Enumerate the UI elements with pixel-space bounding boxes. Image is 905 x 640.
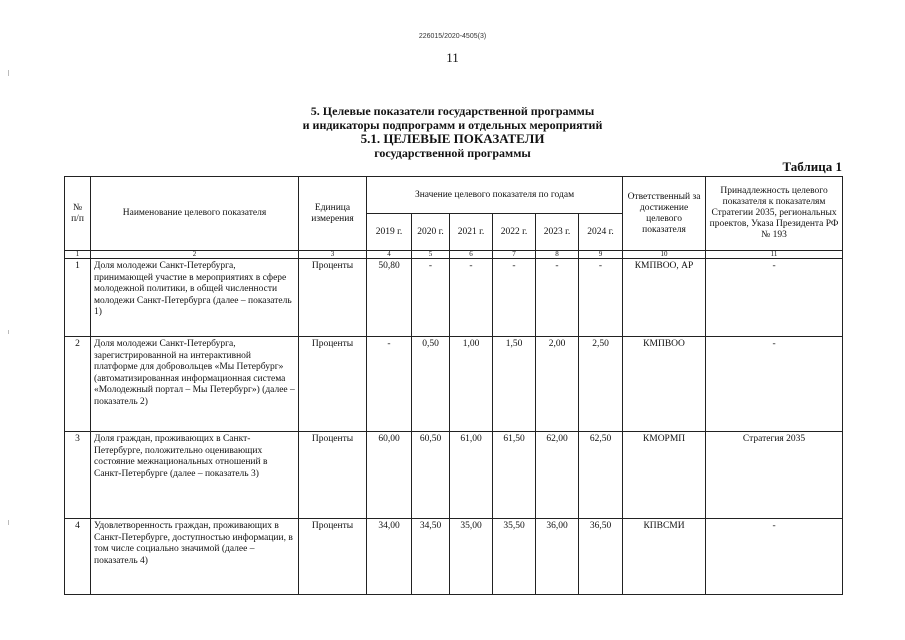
indicator-name: Удовлетворенность граждан, проживающих в Санкт-Петербурге, доступностью информации, в том числе социально значимой (далее – показатель 4) <box>91 519 299 595</box>
responsible-cell: КПВСМИ <box>623 519 706 595</box>
responsible-cell: КМПВОО <box>623 337 706 432</box>
header-responsible: Ответственный за достижение целевого показателя <box>623 177 706 251</box>
value-cell: - <box>536 259 579 337</box>
value-cell: 61,00 <box>450 432 493 519</box>
column-number: 11 <box>706 251 843 259</box>
value-cell: 2,00 <box>536 337 579 432</box>
belonging-cell: Стратегия 2035 <box>706 432 843 519</box>
column-number: 1 <box>65 251 91 259</box>
column-number: 3 <box>299 251 367 259</box>
value-cell: 62,50 <box>579 432 623 519</box>
header-year: 2019 г. <box>367 214 412 251</box>
value-cell: 35,00 <box>450 519 493 595</box>
header-year: 2023 г. <box>536 214 579 251</box>
value-cell: 36,00 <box>536 519 579 595</box>
value-cell: - <box>450 259 493 337</box>
scan-mark <box>8 520 9 525</box>
responsible-cell: КМПВОО, АР <box>623 259 706 337</box>
belonging-cell: - <box>706 259 843 337</box>
row-num: 4 <box>65 519 91 595</box>
value-cell: 60,50 <box>412 432 450 519</box>
header-year: 2024 г. <box>579 214 623 251</box>
value-cell: 36,50 <box>579 519 623 595</box>
header-year: 2021 г. <box>450 214 493 251</box>
indicator-name: Доля молодежи Санкт-Петербурга, зарегистрированной на интерактивной платформе для добровольцев «Мы Петербург» (автоматизированная информационная система «Молодежный портал – Мы Петербург») (далее – показатель 2) <box>91 337 299 432</box>
value-cell: - <box>493 259 536 337</box>
column-number: 6 <box>450 251 493 259</box>
indicator-name: Доля молодежи Санкт-Петербурга, принимающей участие в мероприятиях в сфере молодежной политики, в общей численности молодежи Санкт-Петербурга (далее – показатель 1) <box>91 259 299 337</box>
table-row <box>65 337 843 432</box>
header-year: 2020 г. <box>412 214 450 251</box>
value-cell: 35,50 <box>493 519 536 595</box>
value-cell: 1,50 <box>493 337 536 432</box>
indicators-table <box>64 176 843 595</box>
value-cell: 34,50 <box>412 519 450 595</box>
column-number: 5 <box>412 251 450 259</box>
document-id: 226015/2020-4505(3) <box>418 33 487 40</box>
belonging-cell: - <box>706 337 843 432</box>
header-year: 2022 г. <box>493 214 536 251</box>
header-unit: Единица измерения <box>299 177 367 251</box>
column-number: 9 <box>579 251 623 259</box>
value-cell: 61,50 <box>493 432 536 519</box>
value-cell: 34,00 <box>367 519 412 595</box>
title-line: 5. Целевые показатели государственной программы <box>310 104 595 118</box>
value-cell: - <box>412 259 450 337</box>
header-values-group: Значение целевого показателя по годам <box>367 177 623 214</box>
column-number-row <box>65 251 843 259</box>
row-num: 2 <box>65 337 91 432</box>
header-belonging: Принадлежность целевого показателя к показателям Стратегии 2035, региональных проектов, Указа Президента РФ № 193 <box>706 177 843 251</box>
column-number: 7 <box>493 251 536 259</box>
header-name: Наименование целевого показателя <box>91 177 299 251</box>
indicator-unit: Проценты <box>299 432 367 519</box>
scan-mark <box>8 70 9 76</box>
value-cell: 50,80 <box>367 259 412 337</box>
table-row <box>65 432 843 519</box>
table-row <box>65 259 843 337</box>
header-num: № п/п <box>65 177 91 251</box>
section-title <box>0 104 905 160</box>
table-label: Таблица 1 <box>782 159 842 174</box>
title-line: государственной программы <box>374 146 531 160</box>
title-line: и индикаторы подпрограмм и отдельных мероприятий <box>302 118 603 132</box>
column-number: 10 <box>623 251 706 259</box>
responsible-cell: КМОРМП <box>623 432 706 519</box>
value-cell: - <box>367 337 412 432</box>
value-cell: 0,50 <box>412 337 450 432</box>
column-number: 8 <box>536 251 579 259</box>
value-cell: 1,00 <box>450 337 493 432</box>
row-num: 3 <box>65 432 91 519</box>
indicator-name: Доля граждан, проживающих в Санкт-Петербурге, положительно оценивающих состояние межнациональных отношений в Санкт-Петербурге (далее – показатель 3) <box>91 432 299 519</box>
row-num: 1 <box>65 259 91 337</box>
table-row <box>65 519 843 595</box>
column-number: 4 <box>367 251 412 259</box>
page-number: 11 <box>446 50 459 65</box>
value-cell: - <box>579 259 623 337</box>
value-cell: 62,00 <box>536 432 579 519</box>
value-cell: 2,50 <box>579 337 623 432</box>
value-cell: 60,00 <box>367 432 412 519</box>
scan-mark <box>8 330 9 334</box>
title-line: 5.1. ЦЕЛЕВЫЕ ПОКАЗАТЕЛИ <box>360 131 545 146</box>
indicator-unit: Проценты <box>299 337 367 432</box>
belonging-cell: - <box>706 519 843 595</box>
column-number: 2 <box>91 251 299 259</box>
indicator-unit: Проценты <box>299 519 367 595</box>
indicator-unit: Проценты <box>299 259 367 337</box>
